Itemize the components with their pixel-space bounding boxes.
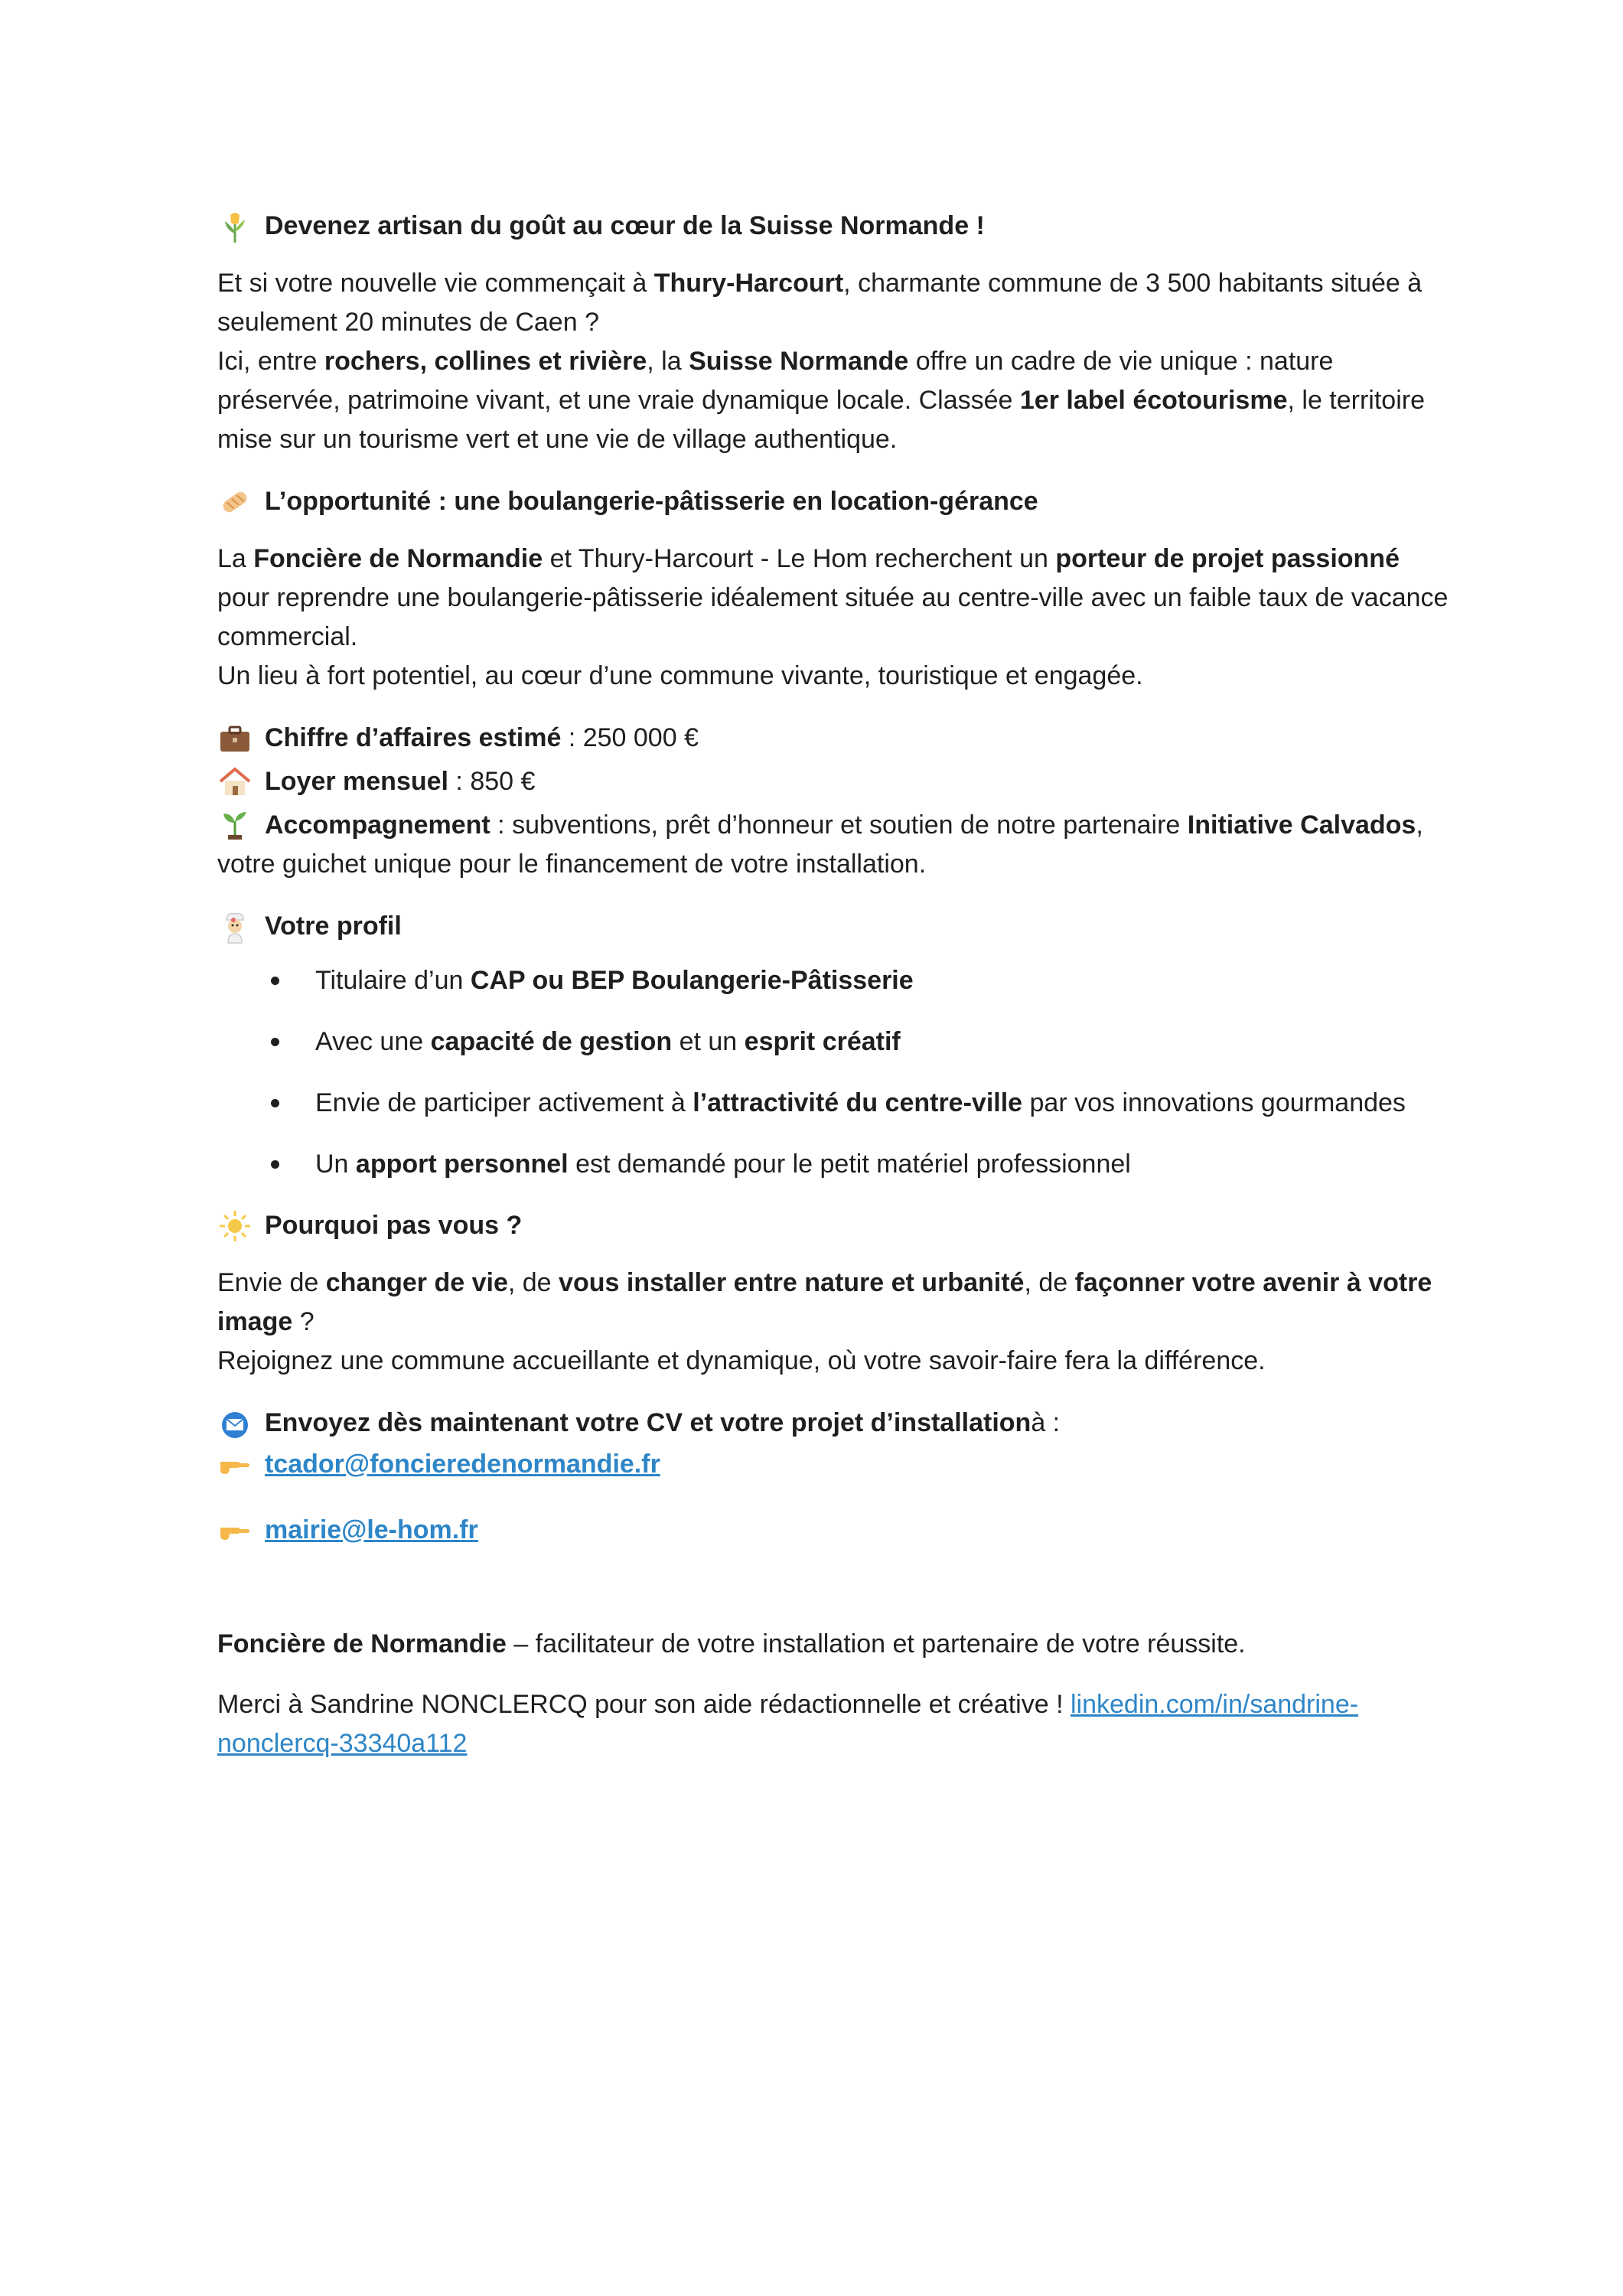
seedling-icon	[217, 806, 253, 841]
profile-list	[217, 961, 1449, 1206]
email-line-1	[217, 1443, 1449, 1486]
pointing-hand-icon	[217, 1446, 253, 1482]
rent-line: Loyer mensuel : 850 €	[217, 762, 1449, 801]
bullet-icon	[271, 977, 279, 985]
revenue-line: Chiffre d’affaires estimé : 250 000 €	[217, 719, 1449, 758]
sun-icon	[217, 1208, 253, 1244]
bread-icon	[217, 484, 253, 520]
footer-line-1: Foncière de Normandie – facilitateur de votre installation et partenaire de votre réussite.	[217, 1629, 1246, 1658]
email-link-mairie[interactable]: mairie@le-hom.fr	[265, 1515, 478, 1544]
pointing-hand-icon	[217, 1512, 253, 1548]
list-item: Avec une capacité de gestion et un esprit créatif	[217, 1022, 1449, 1084]
bullet-icon	[271, 1038, 279, 1046]
baker-icon	[217, 909, 253, 944]
opportunity-heading: L’opportunité : une boulangerie-pâtisserie en location-gérance	[217, 482, 1449, 521]
page-title	[217, 207, 1449, 246]
opportunity-paragraph-1: La Foncière de Normandie et Thury-Harcourt - Le Hom recherchent un porteur de projet passionné pour reprendre une boulangerie-pâtisserie idéalement située au centre-ville avec un faible taux de vacance commercial.	[217, 544, 1449, 651]
email-link-tcador[interactable]: tcador@foncieredenormandie.fr	[265, 1449, 660, 1479]
bullet-icon	[271, 1160, 279, 1169]
support-paragraph: Accompagnement : subventions, prêt d’honneur et soutien de notre partenaire Initiative Calvados, votre guichet unique pour le financement de votre installation.	[217, 806, 1449, 884]
why-heading: Pourquoi pas vous ?	[217, 1206, 1449, 1245]
briefcase-icon	[217, 721, 253, 756]
tulip-icon	[217, 209, 253, 244]
email-line-2	[217, 1508, 1449, 1551]
linkedin-link[interactable]: linkedin.com/in/sandrine-nonclercq-33340a112	[217, 1690, 1359, 1758]
house-icon	[217, 765, 253, 800]
bullet-icon	[271, 1099, 279, 1107]
footer-line-2: Merci à Sandrine NONCLERCQ pour son aide rédactionnelle et créative ! linkedin.com/in/sandrine-nonclercq-33340a112	[217, 1690, 1359, 1758]
list-item: Envie de participer activement à l’attractivité du centre-ville par vos innovations gourmandes	[217, 1084, 1449, 1145]
intro-paragraph-2: Ici, entre rochers, collines et rivière, la Suisse Normande offre un cadre de vie unique : nature préservée, patrimoine vivant, et une vraie dynamique locale. Classée 1er label écotourisme, le territoire mise sur un tourisme vert et une vie de village authentique.	[217, 347, 1425, 454]
why-paragraph-1: Envie de changer de vie, de vous installer entre nature et urbanité, de façonner votre avenir à votre image ?	[217, 1268, 1432, 1336]
profile-heading: Votre profil	[217, 907, 1449, 946]
envelope-icon	[217, 1406, 253, 1441]
list-item: Un apport personnel est demandé pour le petit matériel professionnel	[217, 1145, 1449, 1206]
title-text: Devenez artisan du goût au cœur de la Suisse Normande !	[265, 211, 985, 240]
why-paragraph-2: Rejoignez une commune accueillante et dynamique, où votre savoir-faire fera la différence.	[217, 1346, 1266, 1375]
document-content	[217, 207, 1449, 1763]
opportunity-paragraph-2: Un lieu à fort potentiel, au cœur d’une commune vivante, touristique et engagée.	[217, 661, 1143, 690]
contact-heading: Envoyez dès maintenant votre CV et votre projet d’installation à :	[217, 1404, 1449, 1443]
intro-paragraph-1: Et si votre nouvelle vie commençait à Thury-Harcourt, charmante commune de 3 500 habitants située à seulement 20 minutes de Caen ?	[217, 269, 1423, 337]
list-item: Titulaire d’un CAP ou BEP Boulangerie-Pâtisserie	[217, 961, 1449, 1022]
